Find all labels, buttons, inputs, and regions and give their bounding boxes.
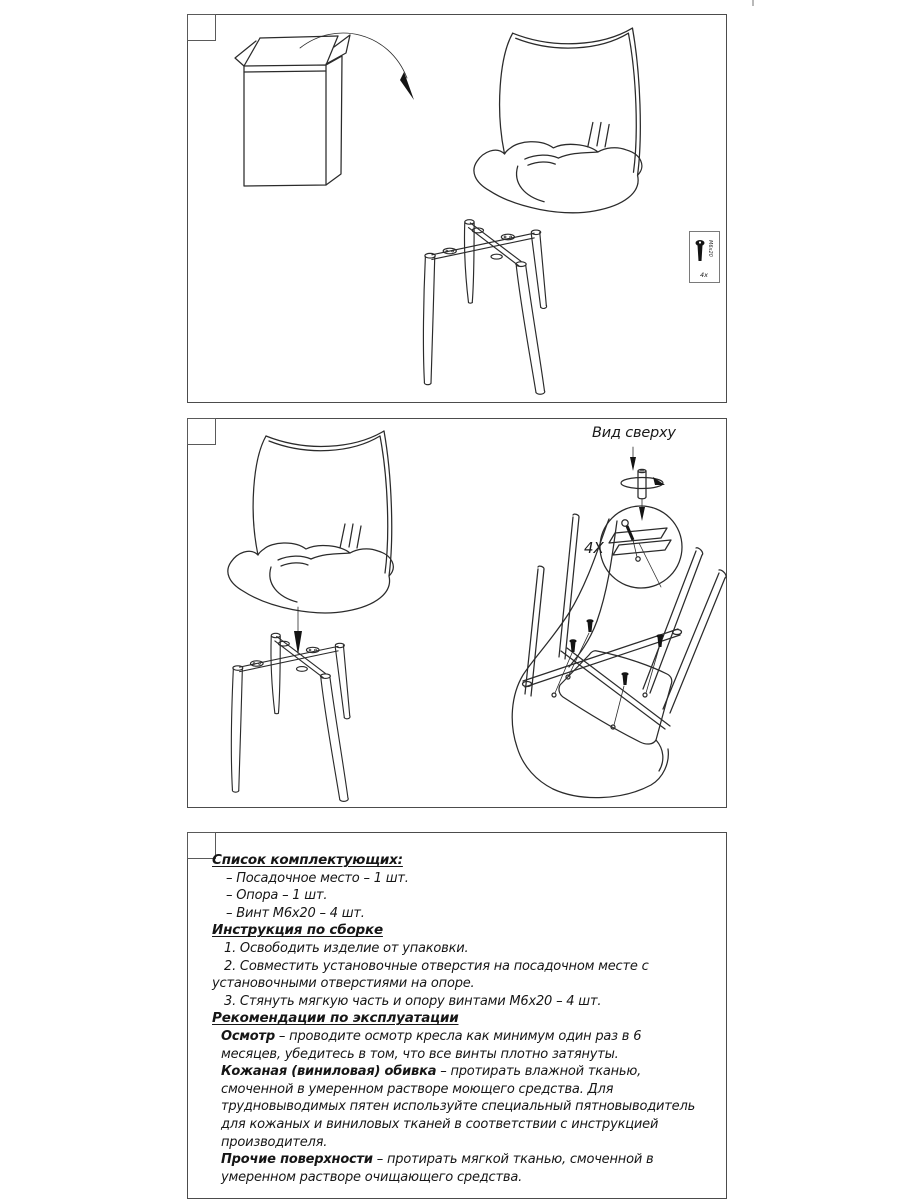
assembly-step: 1. Освободить изделие от упаковки. xyxy=(224,940,469,956)
assembly-heading: Инструкция по сборке xyxy=(212,922,383,939)
screw-icon xyxy=(690,232,719,282)
care-item-text: – проводите осмотр кресла как минимум один раз в 6 месяцев, убедитесь в том, что все винты плотно затянуты. xyxy=(221,1028,642,1062)
base-illustration xyxy=(416,205,566,403)
flipped-chair-illustration xyxy=(493,509,728,807)
top-view-label: Вид сверху xyxy=(592,425,676,441)
screw-qty-label: 4x xyxy=(700,271,708,279)
care-item xyxy=(221,1151,696,1186)
box-unpack-illustration xyxy=(231,26,421,191)
detail-count-label: 4X xyxy=(584,539,604,557)
screw-icon xyxy=(552,639,577,697)
parts-heading: Список комплектующих: xyxy=(212,852,403,868)
care-item xyxy=(221,1028,696,1063)
care-item-lead: Прочие поверхности xyxy=(221,1152,373,1168)
seat-illustration xyxy=(221,426,421,621)
screw-spec-box xyxy=(689,231,720,283)
instructions-text xyxy=(188,852,726,1186)
parts-item: – Винт М6х20 – 4 шт. xyxy=(226,905,365,921)
screw-icon xyxy=(566,619,594,679)
parts-item: – Опора – 1 шт. xyxy=(226,888,328,904)
care-heading: Рекомендации по эксплуатации xyxy=(212,1010,459,1027)
care-item-lead: Осмотр xyxy=(221,1028,275,1044)
page-mark xyxy=(752,0,754,6)
parts-item: – Посадочное место – 1 шт. xyxy=(226,870,409,886)
panel-instructions-text xyxy=(187,832,727,1199)
unpack-arrowhead xyxy=(400,72,414,100)
care-item-text: – протирать влажной тканью, смоченной в умеренном растворе моющего средства. Для трудновыводимых пятен используйте специальный пятновыводитель для кожаных и виниловых тканей в соответствии с инструкцией производителя. xyxy=(221,1064,696,1150)
assembly-step: 3. Стянуть мягкую часть и опору винтами М6х20 – 4 шт. xyxy=(224,993,602,1009)
care-item-lead: Кожаная (виниловая) обивка xyxy=(221,1064,437,1080)
panel-step-unpack xyxy=(187,14,727,403)
care-item xyxy=(221,1063,696,1151)
screw-icon xyxy=(611,672,629,729)
panel-step-assemble xyxy=(187,418,727,808)
seat-illustration xyxy=(466,23,671,221)
step-number-box xyxy=(187,418,216,445)
base-illustration xyxy=(219,622,374,807)
assembly-step: 2. Совместить установочные отверстия на посадочном месте с установочными отверстиями на опоре. xyxy=(212,958,649,992)
rotating-screw-icon xyxy=(621,469,665,498)
step-number-box xyxy=(187,14,216,41)
screw-spec-label: M6x20 xyxy=(707,240,713,257)
care-item-text: – протирать мягкой тканью, смоченной в умеренном растворе очищающего средства. xyxy=(221,1152,654,1185)
